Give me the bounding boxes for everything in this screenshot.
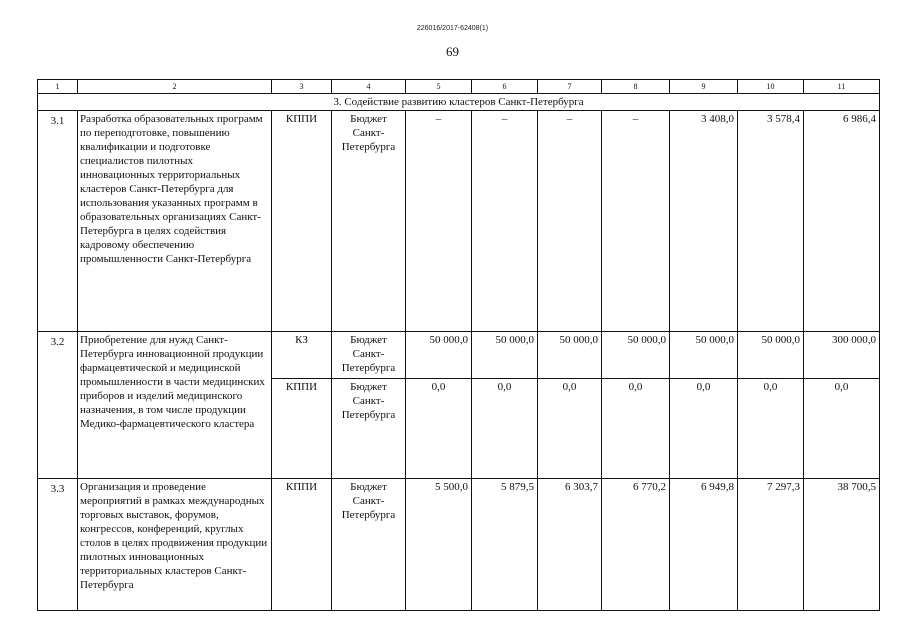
value-cell: 50 000,0 [538,332,602,379]
column-number: 1 [38,80,78,94]
column-number: 11 [804,80,880,94]
row-number: 3.2 [38,332,78,479]
page-number: 69 [446,44,459,59]
row-number: 3.1 [38,111,78,332]
table-row [38,111,880,332]
column-number: 8 [602,80,670,94]
value-cell: 6 949,8 [670,479,738,611]
funding-source: Бюджет Санкт-Петербурга [332,479,406,611]
funding-source: Бюджет Санкт-Петербурга [332,111,406,332]
executor: КППИ [272,479,332,611]
value-cell: 6 770,2 [602,479,670,611]
row-description: Приобретение для нужд Санкт-Петербурга инновационной продукции фармацевтической и медицинской промышленности в части медицинских приборов и изделий медицинского назначения, в том числе продукции Медико-фармацевтического кластера [78,332,272,479]
value-cell: – [602,111,670,332]
value-cell: – [538,111,602,332]
column-number-row [38,80,880,94]
value-cell: 50 000,0 [472,332,538,379]
value-cell: – [406,111,472,332]
executor: КППИ [272,379,332,479]
program-table [37,79,880,611]
value-cell: 0,0 [472,379,538,479]
section-row [38,94,880,111]
value-cell: 0,0 [538,379,602,479]
table-row [38,479,880,611]
row-number: 3.3 [38,479,78,611]
column-number: 7 [538,80,602,94]
row-description: Разработка образовательных программ по переподготовке, повышению квалификации и подготовке специалистов пилотных инновационных территориальных кластеров Санкт-Петербурга для использования указанных программ в образовательных организациях Санкт-Петербурга в целях содействия кадровому обеспечению промышленности Санкт-Петербурга [78,111,272,332]
value-cell: 0,0 [602,379,670,479]
row-description: Организация и проведение мероприятий в рамках международных торговых выставок, форумов, конгрессов, конференций, круглых столов в целях продвижения продукции пилотных инновационных территориальных кластеров Санкт-Петербурга [78,479,272,611]
value-cell: 6 303,7 [538,479,602,611]
value-total: 38 700,5 [804,479,880,611]
value-total: 300 000,0 [804,332,880,379]
value-cell: 3 408,0 [670,111,738,332]
executor: КППИ [272,111,332,332]
value-cell: 50 000,0 [670,332,738,379]
column-number: 9 [670,80,738,94]
value-cell: 50 000,0 [738,332,804,379]
column-number: 10 [738,80,804,94]
value-cell: 50 000,0 [602,332,670,379]
value-cell: 5 500,0 [406,479,472,611]
document-id: 226016/2017-62408(1) [416,25,489,32]
column-number: 2 [78,80,272,94]
column-number: 5 [406,80,472,94]
column-number: 3 [272,80,332,94]
value-cell: 5 879,5 [472,479,538,611]
value-cell: 50 000,0 [406,332,472,379]
executor: КЗ [272,332,332,379]
table-row [38,332,880,379]
column-number: 4 [332,80,406,94]
section-title: 3. Содействие развитию кластеров Санкт-Петербурга [38,94,880,111]
value-cell: 7 297,3 [738,479,804,611]
value-cell: 0,0 [670,379,738,479]
funding-source: Бюджет Санкт-Петербурга [332,332,406,379]
value-cell: – [472,111,538,332]
value-cell: 0,0 [406,379,472,479]
value-total: 0,0 [804,379,880,479]
column-number: 6 [472,80,538,94]
funding-source: Бюджет Санкт-Петербурга [332,379,406,479]
value-cell: 0,0 [738,379,804,479]
value-total: 6 986,4 [804,111,880,332]
value-cell: 3 578,4 [738,111,804,332]
